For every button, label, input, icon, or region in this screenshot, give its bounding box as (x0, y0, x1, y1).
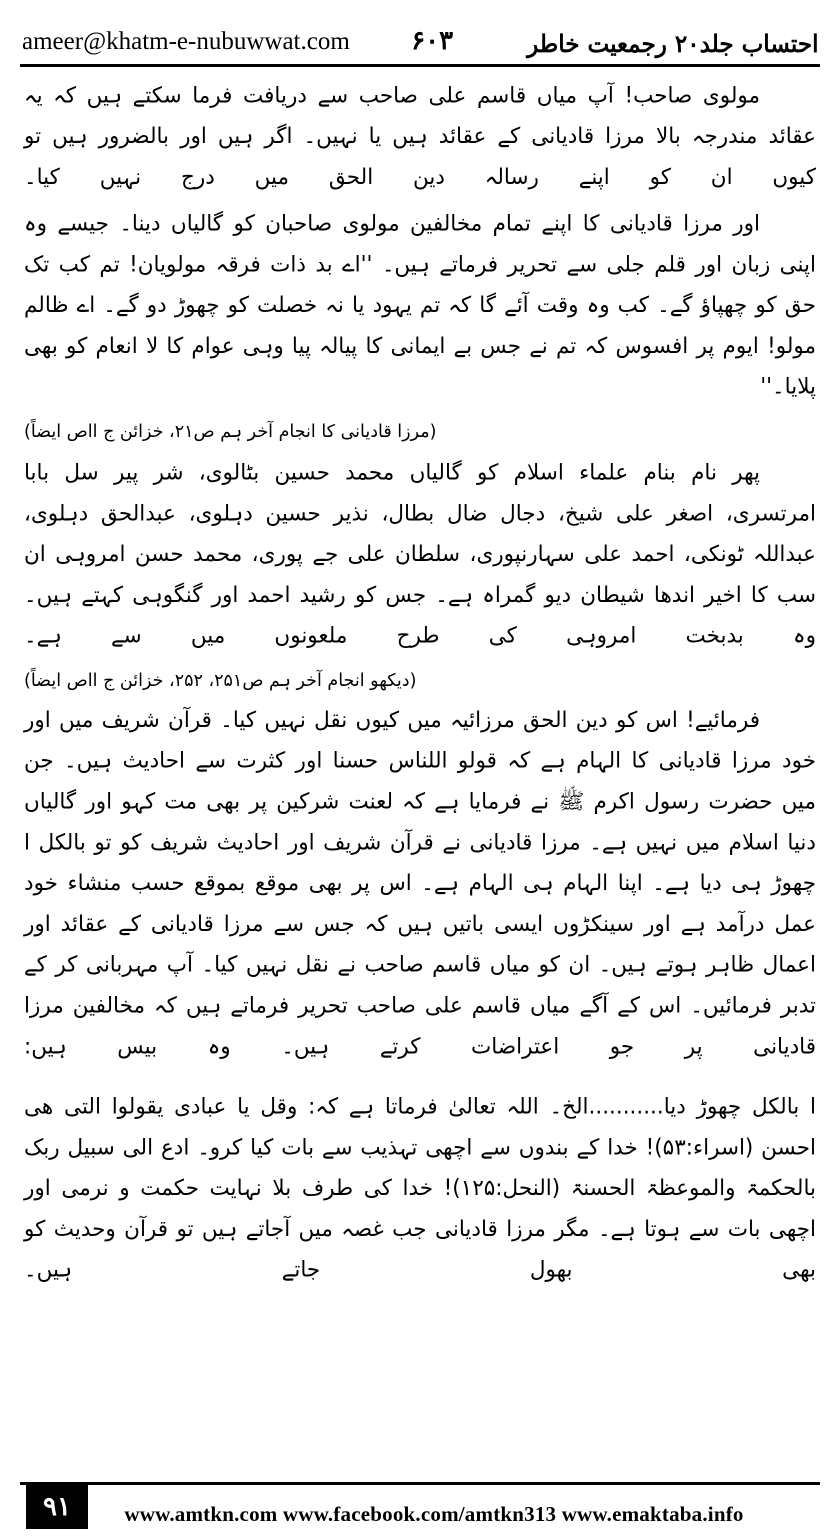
paragraph: مولوی صاحب! آپ میاں قاسم علی صاحب سے دریافت فرما سکتے ہیں کہ یہ عقائد مندرجہ بالا مرزا قادیانی کے عقائد ہیں یا نہیں۔ اگر ہیں اور بالضرور ہیں تو کیوں ان کو اپنے رسالہ دین الحق میں درج نہیں کیا۔ (24, 82, 816, 191)
page-body (24, 77, 816, 1540)
footer-bar (20, 1491, 820, 1537)
paragraph-quranic: ا بالکل چھوڑ دیا...........الخ۔ اللہ تعالیٰ فرماتا ہے کہ: وقل یا عبادی یقولوا التی ھی احسن (اسراء:۵۳)! خدا کے بندوں سے اچھی تہذیب سے بات کیا کرو۔ ادع الی سبیل ربک بالحکمۃ والموعظۃ الحسنۃ (النحل:۱۲۵)! خدا کی طرف بلا نہایت حکمت و نرمی اور اچھی بات سے ہوتا ہے۔ مگر مرزا قادیانی جب غصہ میں آجاتے ہیں تو قرآن وحدیث کو بھی بھول جاتے ہیں۔ (24, 1094, 816, 1283)
paragraph: پھر نام بنام علماء اسلام کو گالیاں محمد حسین بٹالوی، شر پیر سل بابا امرتسری، اصغر علی شیخ، دجال ضال بطال، نذیر حسین دہلوی، عبدالحق دہلوی، عبداللہ ٹونکی، احمد علی سہارنپوری، سلطان علی جے پوری، محمد حسن امروہی ان سب کا اخیر اندھا شیطان دیو گمراہ ہے۔ جس کو رشید احمد اور گنگوہی کہتے ہیں۔ وہ بدبخت امروہی کی طرح ملعونوں میں سے ہے۔ (24, 460, 816, 649)
header-page-marker: ۶۰۳ (411, 26, 454, 56)
footer-divider (20, 1482, 820, 1485)
header-book-title: احتساب جلد۲۰ رجمعیت خاطر (526, 29, 818, 58)
header-divider (20, 64, 820, 67)
paragraph: اور مرزا قادیانی کا اپنے تمام مخالفین مولوی صاحبان کو گالیاں دینا۔ جیسے وہ اپنی زبان اور قلم جلی سے تحریر فرماتے ہیں۔ ''اے بد ذات فرقہ مولویان! تم کب تک حق کو چھپاؤ گے۔ کب وہ وقت آئے گا کہ تم یہود یا نہ خصلت کو چھوڑ دو گے۔ اے ظالم مولو! ایوم پر افسوس کہ تم نے جس بے ایمانی کا پیالہ پیا وہی عوام کا لا انعام کو بھی پلایا۔'' (24, 211, 816, 400)
page-footer (0, 1482, 840, 1540)
footer-links[interactable]: www.amtkn.com www.facebook.com/amtkn313 www.emaktaba.info (124, 1501, 744, 1526)
paragraph: فرمائیے! اس کو دین الحق مرزائیہ میں کیوں نقل نہیں کیا۔ قرآن شریف میں اور خود مرزا قادیانی کا الہام ہے کہ قولو اللناس حسنا اور کثرت سے احادیث ہیں۔ جن میں حضرت رسول اکرم ﷺ نے فرمایا ہے کہ لعنت شرکین پر بھی مت کہو اور گالیاں دنیا اسلام میں نہیں ہے۔ مرزا قادیانی نے قرآن شریف اور احادیث شریف کو تو بالکل ا چھوڑ ہی دیا ہے۔ اپنا الہام ہی الہام ہے۔ اس پر بھی موقع بموقع حسب منشاء خود عمل درآمد ہے اور سینکڑوں ایسی باتیں ہیں کہ جس سے مرزا قادیانی کے عقائد اور اعمال ظاہر ہوتے ہیں۔ ان کو میاں قاسم صاحب نے نقل نہیں کیا۔ آپ مہربانی کر کے تدبر فرمائیں۔ اس کے آگے میاں قاسم علی صاحب تحریر فرماتے ہیں کہ مخالفین مرزا قادیانی پر جو اعتراضات کرتے ہیں۔ وہ بیس ہیں: (24, 707, 816, 1060)
citation-reference: (دیکھو انجام آخر ہم ص۲۵۱، ۲۵۲، خزائن ج ااص ایضاً) (24, 671, 417, 691)
page-header (22, 10, 818, 58)
citation-reference: (مرزا قادیانی کا انجام آخر ہم ص۲۱، خزائن ج ااص ایضاً) (24, 422, 437, 442)
page-number: ۹۱ (26, 1485, 88, 1529)
header-email: ameer@khatm-e-nubuwwat.com (22, 28, 350, 55)
